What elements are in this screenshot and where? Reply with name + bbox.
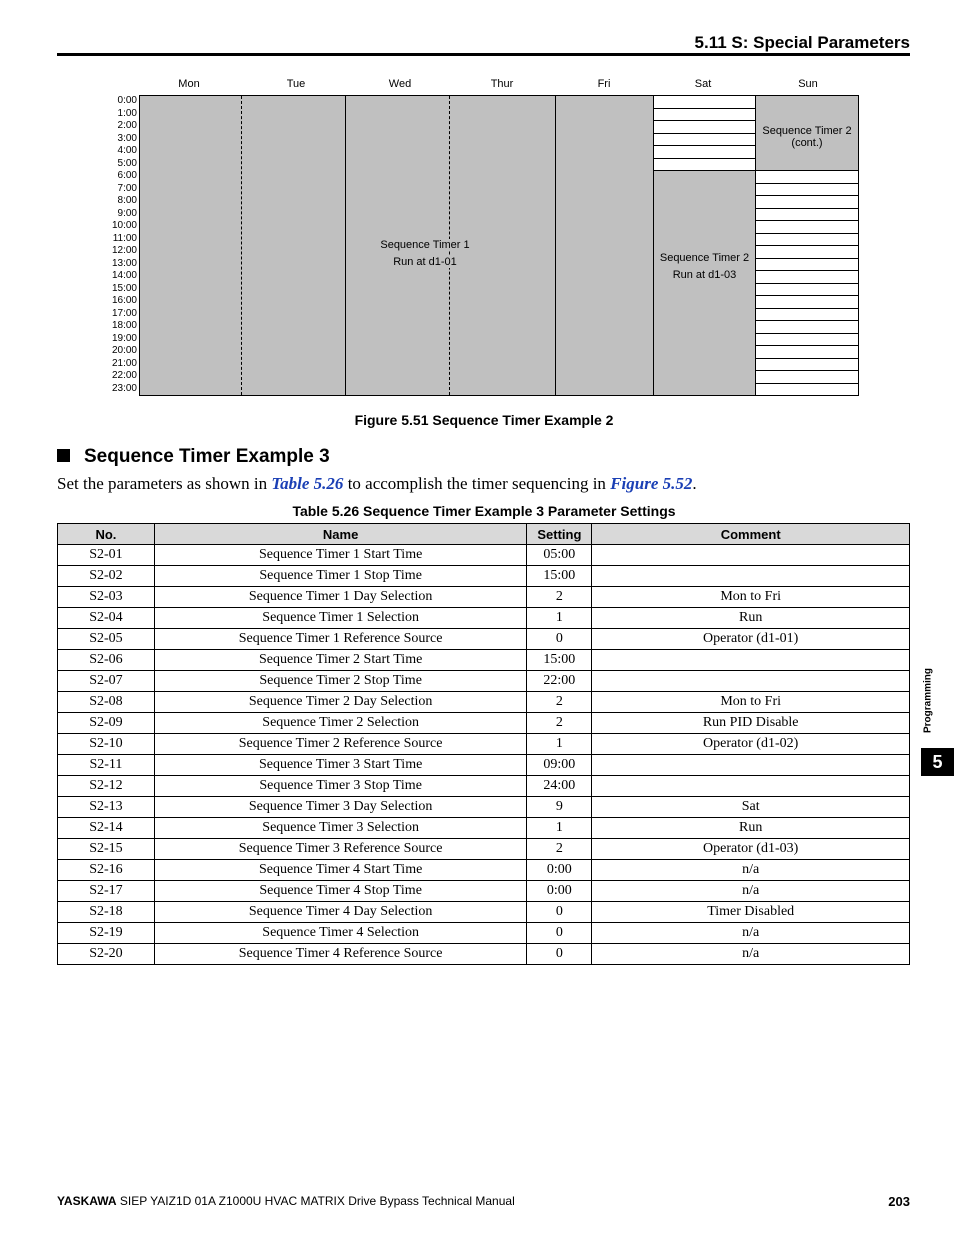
cell-no: S2-13 bbox=[58, 797, 155, 818]
empty-hour-cell bbox=[755, 370, 859, 384]
cell-comment bbox=[592, 566, 910, 587]
cell-name: Sequence Timer 2 Selection bbox=[154, 713, 527, 734]
timer2-sat-block bbox=[653, 170, 756, 396]
hour-label: 12:00 bbox=[111, 245, 137, 256]
figure-link[interactable]: Figure 5.52 bbox=[610, 474, 693, 493]
timer2-cont-label: Sequence Timer 2 bbox=[762, 125, 852, 137]
hour-label: 23:00 bbox=[111, 382, 137, 394]
day-divider bbox=[555, 96, 556, 395]
table-row bbox=[58, 944, 910, 965]
table-caption: Table 5.26 Sequence Timer Example 3 Parameter Settings bbox=[292, 503, 676, 519]
cell-comment: n/a bbox=[592, 923, 910, 944]
cell-name: Sequence Timer 1 Day Selection bbox=[154, 587, 527, 608]
cell-comment bbox=[592, 776, 910, 797]
empty-hour-cell bbox=[755, 220, 859, 234]
cell-setting: 9 bbox=[527, 797, 592, 818]
hour-label: 18:00 bbox=[111, 320, 137, 331]
table-row bbox=[58, 839, 910, 860]
col-header-name: Name bbox=[154, 524, 527, 545]
col-header-setting: Setting bbox=[527, 524, 592, 545]
empty-hour-cell bbox=[653, 158, 756, 172]
cell-setting: 0 bbox=[527, 629, 592, 650]
hour-label: 2:00 bbox=[117, 120, 137, 131]
cell-name: Sequence Timer 2 Start Time bbox=[154, 650, 527, 671]
cell-setting: 2 bbox=[527, 692, 592, 713]
cell-setting: 1 bbox=[527, 608, 592, 629]
empty-hour-cell bbox=[755, 333, 859, 347]
empty-hour-cell bbox=[755, 270, 859, 284]
empty-hour-cell bbox=[653, 95, 756, 109]
table-row bbox=[58, 587, 910, 608]
empty-hour-cell bbox=[755, 345, 859, 359]
cell-setting: 15:00 bbox=[527, 650, 592, 671]
empty-hour-cell bbox=[755, 245, 859, 259]
cell-setting: 05:00 bbox=[527, 545, 592, 566]
empty-hour-cell bbox=[755, 195, 859, 209]
cell-comment bbox=[592, 671, 910, 692]
day-divider bbox=[241, 96, 242, 395]
cell-name: Sequence Timer 4 Reference Source bbox=[154, 944, 527, 965]
cell-name: Sequence Timer 4 Day Selection bbox=[154, 902, 527, 923]
cell-name: Sequence Timer 2 Day Selection bbox=[154, 692, 527, 713]
table-row bbox=[58, 650, 910, 671]
table-header-row bbox=[58, 524, 910, 545]
timer1-label: Sequence Timer 1 bbox=[365, 239, 485, 251]
cell-no: S2-01 bbox=[58, 545, 155, 566]
section-title: 5.11 S: Special Parameters bbox=[694, 33, 910, 52]
cell-no: S2-10 bbox=[58, 734, 155, 755]
cell-comment: Operator (d1-01) bbox=[592, 629, 910, 650]
table-row bbox=[58, 734, 910, 755]
cell-name: Sequence Timer 1 Selection bbox=[154, 608, 527, 629]
cell-comment bbox=[592, 650, 910, 671]
section-heading: Sequence Timer Example 3 bbox=[57, 446, 330, 468]
figure-caption: Figure 5.51 Sequence Timer Example 2 bbox=[354, 412, 614, 428]
hour-label: 5:00 bbox=[117, 157, 137, 169]
cell-no: S2-03 bbox=[58, 587, 155, 608]
cell-no: S2-18 bbox=[58, 902, 155, 923]
cell-name: Sequence Timer 4 Start Time bbox=[154, 860, 527, 881]
cell-setting: 0 bbox=[527, 902, 592, 923]
timer2-cont-label2: (cont.) bbox=[791, 137, 823, 149]
timer1-run-label: Run at d1-01 bbox=[365, 256, 485, 268]
cell-setting: 2 bbox=[527, 587, 592, 608]
day-header: Wed bbox=[388, 78, 412, 90]
cell-name: Sequence Timer 3 Start Time bbox=[154, 755, 527, 776]
hour-label: 7:00 bbox=[117, 182, 137, 194]
empty-hour-cell bbox=[755, 208, 859, 222]
cell-setting: 1 bbox=[527, 818, 592, 839]
cell-comment: n/a bbox=[592, 860, 910, 881]
cell-comment: n/a bbox=[592, 944, 910, 965]
cell-no: S2-14 bbox=[58, 818, 155, 839]
cell-comment: Run bbox=[592, 818, 910, 839]
cell-comment: n/a bbox=[592, 881, 910, 902]
empty-hour-cell bbox=[755, 183, 859, 197]
cell-comment: Run bbox=[592, 608, 910, 629]
table-row bbox=[58, 545, 910, 566]
cell-setting: 0:00 bbox=[527, 881, 592, 902]
cell-name: Sequence Timer 1 Stop Time bbox=[154, 566, 527, 587]
cell-no: S2-19 bbox=[58, 923, 155, 944]
empty-hour-cell bbox=[755, 170, 859, 184]
hour-label: 9:00 bbox=[117, 207, 137, 219]
table-row bbox=[58, 713, 910, 734]
cell-setting: 15:00 bbox=[527, 566, 592, 587]
hour-label: 11:00 bbox=[112, 232, 137, 244]
cell-setting: 24:00 bbox=[527, 776, 592, 797]
cell-comment: Operator (d1-02) bbox=[592, 734, 910, 755]
cell-no: S2-06 bbox=[58, 650, 155, 671]
hour-label: 21:00 bbox=[111, 357, 137, 369]
hour-label: 10:00 bbox=[111, 220, 137, 231]
hour-label: 17:00 bbox=[111, 307, 137, 319]
hour-label: 6:00 bbox=[117, 170, 137, 181]
cell-comment: Timer Disabled bbox=[592, 902, 910, 923]
parameter-table bbox=[57, 523, 910, 965]
cell-name: Sequence Timer 3 Stop Time bbox=[154, 776, 527, 797]
table-row bbox=[58, 566, 910, 587]
page-number: 203 bbox=[888, 1194, 910, 1209]
table-row bbox=[58, 923, 910, 944]
cell-comment: Run PID Disable bbox=[592, 713, 910, 734]
empty-hour-cell bbox=[755, 283, 859, 297]
cell-comment bbox=[592, 755, 910, 776]
table-row bbox=[58, 860, 910, 881]
hour-label: 16:00 bbox=[111, 295, 137, 306]
cell-name: Sequence Timer 3 Day Selection bbox=[154, 797, 527, 818]
hour-label: 19:00 bbox=[111, 332, 137, 344]
cell-comment: Sat bbox=[592, 797, 910, 818]
table-row bbox=[58, 818, 910, 839]
empty-hour-cell bbox=[755, 233, 859, 247]
hour-label: 0:00 bbox=[117, 95, 137, 106]
cell-name: Sequence Timer 4 Stop Time bbox=[154, 881, 527, 902]
timer2-label: Sequence Timer 2 bbox=[659, 252, 750, 264]
cell-no: S2-15 bbox=[58, 839, 155, 860]
cell-no: S2-11 bbox=[58, 755, 155, 776]
hour-label: 4:00 bbox=[117, 145, 137, 156]
day-header: Sun bbox=[798, 78, 818, 90]
cell-no: S2-16 bbox=[58, 860, 155, 881]
chapter-number: 5 bbox=[921, 748, 954, 776]
col-header-no: No. bbox=[58, 524, 155, 545]
cell-no: S2-02 bbox=[58, 566, 155, 587]
footer-text: YASKAWA SIEP YAIZ1D 01A Z1000U HVAC MATRIX Drive Bypass Technical Manual bbox=[57, 1194, 515, 1208]
hour-label: 22:00 bbox=[111, 370, 137, 381]
cell-no: S2-17 bbox=[58, 881, 155, 902]
cell-setting: 1 bbox=[527, 734, 592, 755]
cell-name: Sequence Timer 1 Start Time bbox=[154, 545, 527, 566]
empty-hour-cell bbox=[755, 295, 859, 309]
cell-no: S2-05 bbox=[58, 629, 155, 650]
bullet-square-icon bbox=[57, 449, 70, 462]
cell-name: Sequence Timer 4 Selection bbox=[154, 923, 527, 944]
cell-no: S2-09 bbox=[58, 713, 155, 734]
cell-setting: 0:00 bbox=[527, 860, 592, 881]
cell-comment: Operator (d1-03) bbox=[592, 839, 910, 860]
table-link[interactable]: Table 5.26 bbox=[271, 474, 344, 493]
header-rule bbox=[57, 53, 910, 56]
hour-label: 13:00 bbox=[111, 257, 137, 269]
hour-label: 1:00 bbox=[117, 107, 137, 119]
hour-label: 15:00 bbox=[111, 282, 137, 294]
cell-name: Sequence Timer 1 Reference Source bbox=[154, 629, 527, 650]
empty-hour-cell bbox=[755, 258, 859, 272]
cell-no: S2-20 bbox=[58, 944, 155, 965]
cell-setting: 0 bbox=[527, 944, 592, 965]
cell-setting: 2 bbox=[527, 713, 592, 734]
day-header: Tue bbox=[286, 78, 306, 90]
empty-hour-cell bbox=[653, 145, 756, 159]
cell-no: S2-08 bbox=[58, 692, 155, 713]
cell-name: Sequence Timer 3 Reference Source bbox=[154, 839, 527, 860]
hour-label: 20:00 bbox=[111, 345, 137, 356]
table-row bbox=[58, 776, 910, 797]
cell-name: Sequence Timer 2 Stop Time bbox=[154, 671, 527, 692]
cell-setting: 2 bbox=[527, 839, 592, 860]
hour-label: 8:00 bbox=[117, 195, 137, 206]
empty-hour-cell bbox=[653, 108, 756, 122]
day-header: Mon bbox=[178, 78, 200, 90]
cell-setting: 22:00 bbox=[527, 671, 592, 692]
cell-name: Sequence Timer 3 Selection bbox=[154, 818, 527, 839]
cell-setting: 09:00 bbox=[527, 755, 592, 776]
table-row bbox=[58, 902, 910, 923]
cell-name: Sequence Timer 2 Reference Source bbox=[154, 734, 527, 755]
cell-no: S2-07 bbox=[58, 671, 155, 692]
empty-hour-cell bbox=[755, 308, 859, 322]
table-row bbox=[58, 671, 910, 692]
cell-setting: 0 bbox=[527, 923, 592, 944]
empty-hour-cell bbox=[755, 358, 859, 372]
cell-no: S2-04 bbox=[58, 608, 155, 629]
empty-hour-cell bbox=[755, 383, 859, 397]
table-row bbox=[58, 755, 910, 776]
intro-paragraph: Set the parameters as shown in Table 5.26 to accomplish the timer sequencing in Figure 5.52. bbox=[57, 474, 697, 493]
cell-comment bbox=[592, 545, 910, 566]
hour-label: 14:00 bbox=[111, 270, 137, 281]
table-row bbox=[58, 797, 910, 818]
timer2-run-label: Run at d1-03 bbox=[672, 269, 737, 281]
cell-comment: Mon to Fri bbox=[592, 692, 910, 713]
empty-hour-cell bbox=[755, 320, 859, 334]
day-header: Fri bbox=[597, 78, 611, 90]
cell-comment: Mon to Fri bbox=[592, 587, 910, 608]
chapter-tab-label: Programming bbox=[922, 668, 934, 734]
col-header-comment: Comment bbox=[592, 524, 910, 545]
table-row bbox=[58, 629, 910, 650]
hour-label: 3:00 bbox=[117, 132, 137, 144]
empty-hour-cell bbox=[653, 133, 756, 147]
cell-no: S2-12 bbox=[58, 776, 155, 797]
table-row bbox=[58, 608, 910, 629]
day-header: Thur bbox=[490, 78, 514, 90]
day-header: Sat bbox=[694, 78, 712, 90]
day-divider bbox=[345, 96, 346, 395]
empty-hour-cell bbox=[653, 120, 756, 134]
table-row bbox=[58, 881, 910, 902]
table-row bbox=[58, 692, 910, 713]
